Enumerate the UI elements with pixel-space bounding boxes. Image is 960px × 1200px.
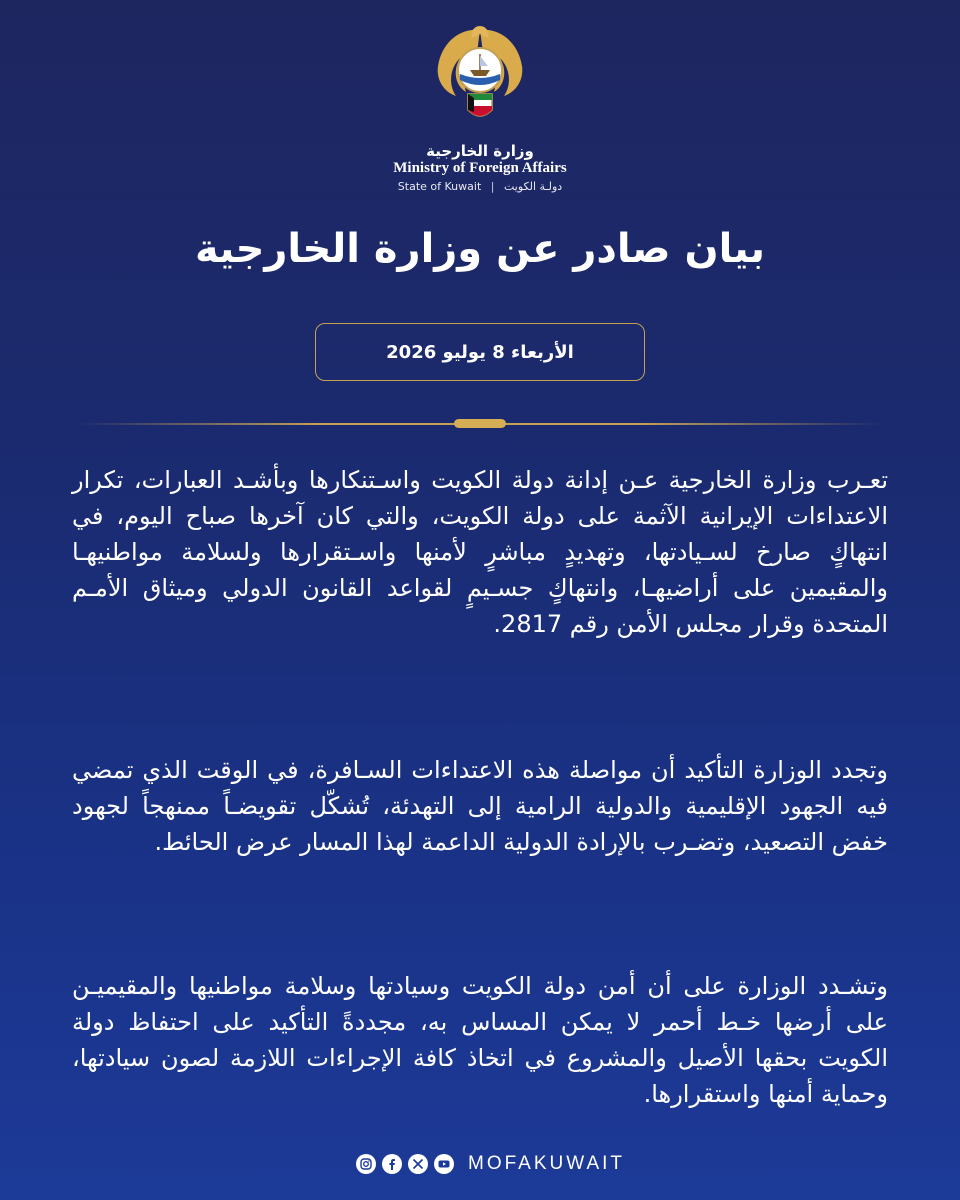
youtube-icon[interactable] [434,1154,454,1174]
state-name-english: State of Kuwait [397,180,482,193]
ministry-name-english: Ministry of Foreign Affairs [393,160,567,176]
statement-date: الأربعاء 8 يوليو 2026 [386,341,574,363]
facebook-icon[interactable] [382,1154,402,1174]
ministry-name-arabic: وزارة الخارجية [426,142,534,160]
date-box [315,323,645,381]
statement-paragraph-2: وتجدد الوزارة التأكيد أن مواصلة هذه الاعتداءات السـافرة، في الوقت الذي تمضي فيه الجهود الإقليمية والدولية الرامية إلى التهدئة، تُشكّل تقويضـاً ممنهجاً لجهود خفض التصعيد، وتضـرب بالإرادة الدولية الداعمة لهذا المسار عرض الحائط. [72,756,888,856]
state-line [0,180,960,193]
social-handle[interactable]: MOFAKUWAIT [468,1153,626,1174]
x-icon[interactable] [408,1154,428,1174]
state-separator: | [490,180,495,193]
statement-paragraph-3: وتشـدد الوزارة على أن أمن دولة الكويت وسيادتها وسلامة مواطنيها والمقيميـن على أرضها خـط أحمر لا يمكن المساس به، مجددةً التأكيد على احتفاظ دولة الكويت بحقها الأصيل والمشروع في اتخاذ كافة الإجراءات اللازمة لصون سيادتها، وحماية أمنها واستقرارها. [72,972,888,1108]
statement-title: بيان صادر عن وزارة الخارجية [194,226,766,272]
statement-paragraph-1: تعـرب وزارة الخارجية عـن إدانة دولة الكويت واسـتنكارها وبأشـد العبارات، تكرار الاعتداءات الإيرانية الآثمة على دولة الكويت، والتي كان آخرها صباح اليوم، في انتهاكٍ صارخ لسـيادتها، وتهديدٍ مباشرٍ لأمنها واسـتقرارها ولسلامة مواطنيهـا والمقيمين على أراضيهـا، وانتهاكٍ جسـيمٍ لقواعد القانون الدولي وميثاق الأمـم المتحدة وقرار مجلس الأمن رقم 2817. [72,466,888,638]
state-name-arabic: دولـة الكويت [503,180,563,193]
kuwait-emblem-logo [430,22,530,144]
instagram-icon[interactable] [356,1154,376,1174]
divider-ornament [454,419,506,428]
social-footer [356,1150,625,1178]
